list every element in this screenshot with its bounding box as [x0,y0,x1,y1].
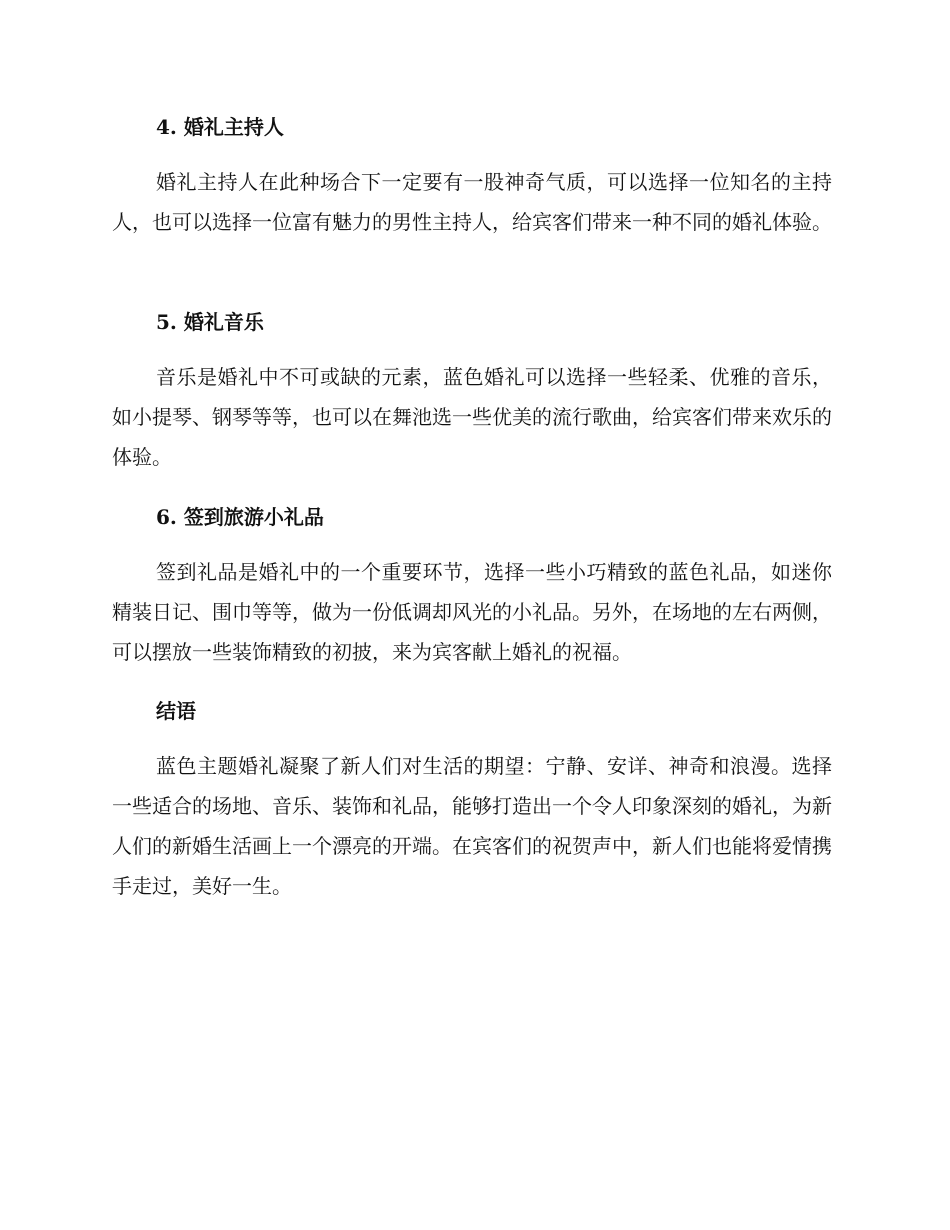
section-body-host: 婚礼主持人在此种场合下一定要有一股神奇气质，可以选择一位知名的主持人，也可以选择一位富有魅力的男性主持人，给宾客们带来一种不同的婚礼体验。 [112,170,832,234]
section-body-music: 音乐是婚礼中不可或缺的元素，蓝色婚礼可以选择一些轻柔、优雅的音乐，如小提琴、钢琴等等，也可以在舞池选一些优美的流行歌曲，给宾客们带来欢乐的体验。 [112,365,832,469]
section-heading-conclusion: 结语 [156,699,196,723]
section-heading-gifts: 6. 签到旅游小礼品 [156,505,324,529]
section-body-gifts: 签到礼品是婚礼中的一个重要环节，选择一些小巧精致的蓝色礼品，如迷你精装日记、围巾等等，做为一份低调却风光的小礼品。另外，在场地的左右两侧，可以摆放一些装饰精致的初披，来为宾客献上婚礼的祝福。 [112,560,832,664]
section-body-conclusion: 蓝色主题婚礼凝聚了新人们对生活的期望：宁静、安详、神奇和浪漫。选择一些适合的场地、音乐、装饰和礼品，能够打造出一个令人印象深刻的婚礼，为新人们的新婚生活画上一个漂亮的开端。在宾客们的祝贺声中，新人们也能将爱情携手走过，美好一生。 [112,754,832,898]
section-heading-music: 5. 婚礼音乐 [156,310,264,334]
section-heading-host: 4. 婚礼主持人 [156,115,284,139]
